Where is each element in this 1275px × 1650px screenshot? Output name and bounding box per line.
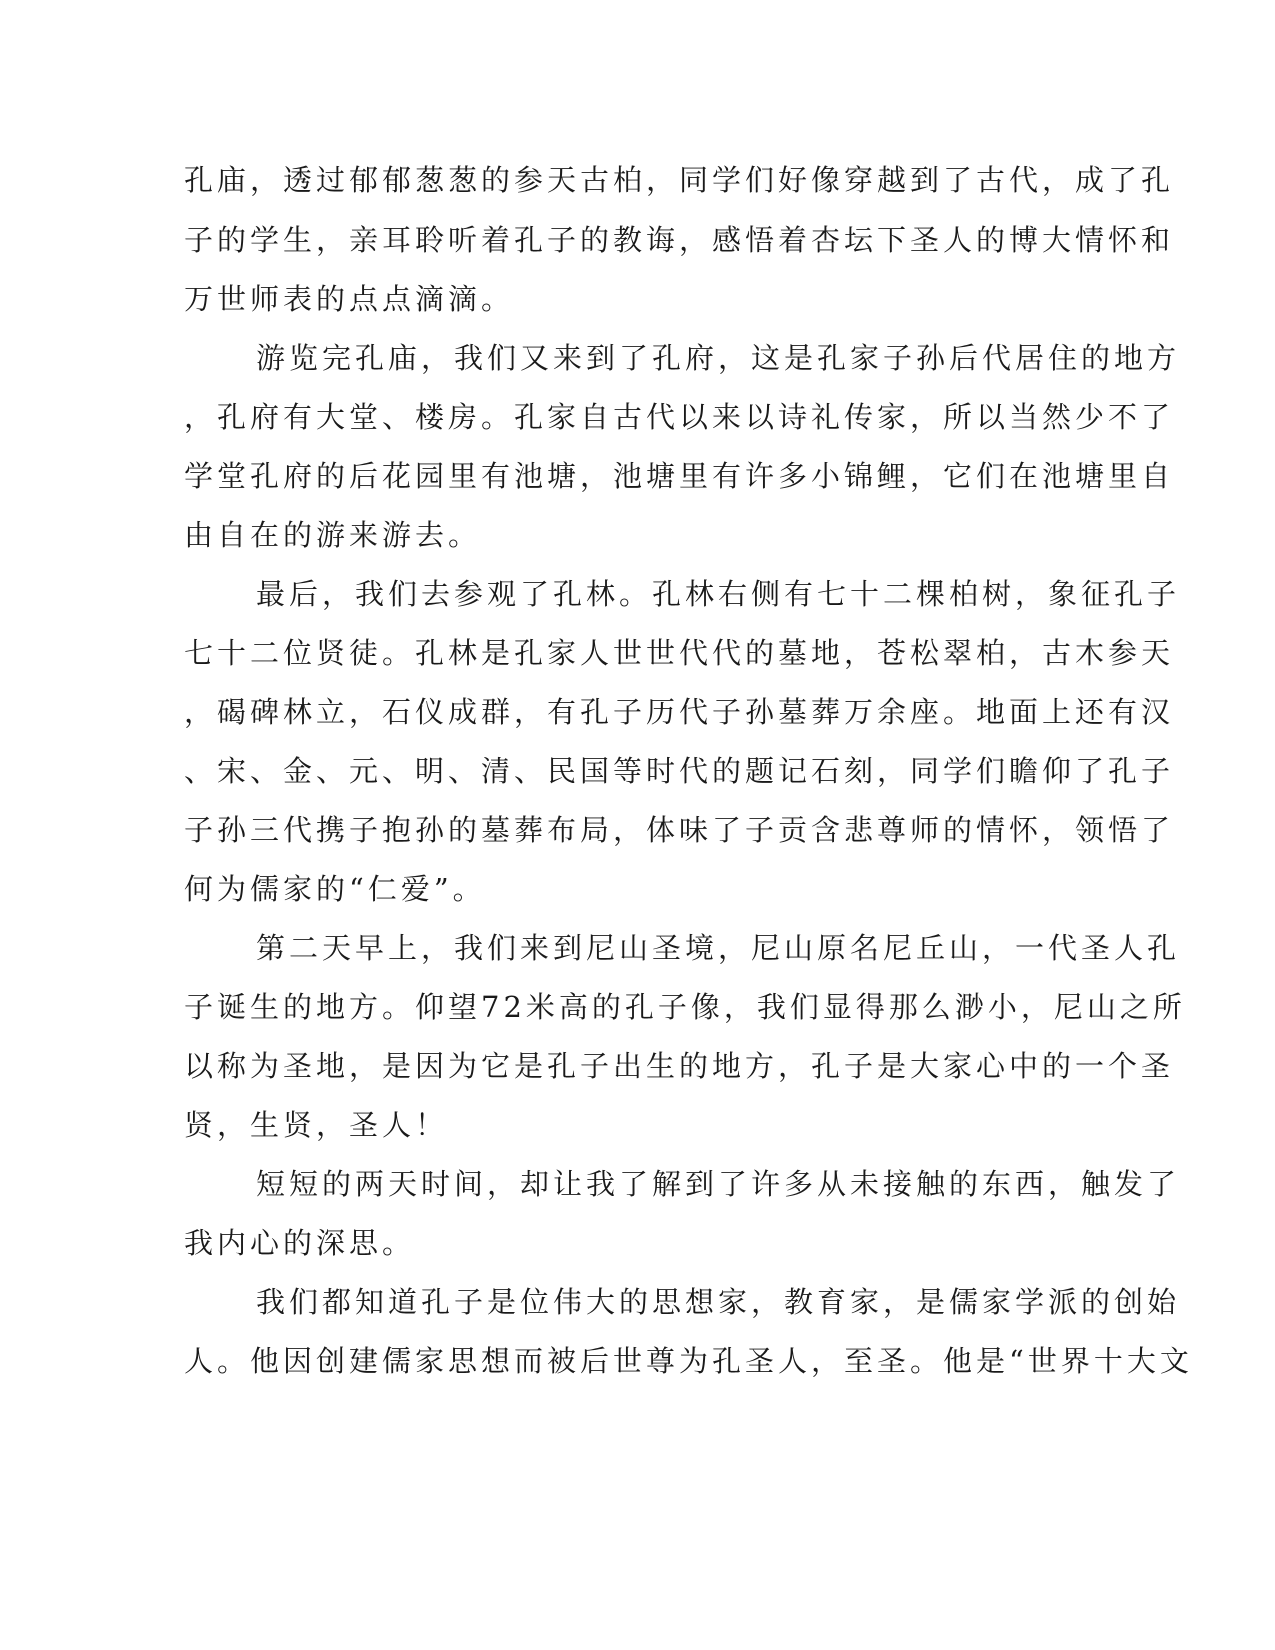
text-line: ，碣碑林立，石仪成群，有孔子历代子孙墓葬万余座。地面上还有汉 [184,695,1175,729]
paragraph-first-line: 游览完孔庙，我们又来到了孔府，这是孔家子孙后代居住的地方 [256,341,1181,375]
text-line: 子诞生的地方。仰望72米高的孔子像，我们显得那么渺小，尼山之所 [184,990,1186,1024]
text-line: ，孔府有大堂、楼房。孔家自古代以来以诗礼传家，所以当然少不了 [184,400,1175,434]
text-line: 万世师表的点点滴滴。 [184,282,515,316]
text-line: 我内心的深思。 [184,1226,416,1260]
text-line: 子的学生，亲耳聆听着孔子的教诲，感悟着杏坛下圣人的博大情怀和 [184,223,1175,257]
text-line: 贤，生贤，圣人！ [184,1108,449,1142]
paragraph-first-line: 我们都知道孔子是位伟大的思想家，教育家，是儒家学派的创始 [256,1285,1181,1319]
text-line: 七十二位贤徒。孔林是孔家人世世代代的墓地，苍松翠柏，古木参天 [184,636,1175,670]
paragraph-first-line: 最后，我们去参观了孔林。孔林右侧有七十二棵柏树，象征孔子 [256,577,1181,611]
text-line: 、宋、金、元、明、清、民国等时代的题记石刻，同学们瞻仰了孔子 [184,754,1175,788]
text-line: 以称为圣地，是因为它是孔子出生的地方，孔子是大家心中的一个圣 [184,1049,1175,1083]
text-line: 子孙三代携子抱孙的墓葬布局，体味了子贡含悲尊师的情怀，领悟了 [184,813,1175,847]
text-line: 何为儒家的“仁爱”。 [184,872,486,906]
text-line: 人。他因创建儒家思想而被后世尊为孔圣人，至圣。他是“世界十大文 [184,1344,1193,1378]
paragraph-first-line: 第二天早上，我们来到尼山圣境，尼山原名尼丘山，一代圣人孔 [256,931,1181,965]
paragraph-first-line: 短短的两天时间，却让我了解到了许多从未接触的东西，触发了 [256,1167,1181,1201]
text-line: 由自在的游来游去。 [184,518,482,552]
text-line: 孔庙，透过郁郁葱葱的参天古柏，同学们好像穿越到了古代，成了孔 [184,163,1175,197]
text-line: 学堂孔府的后花园里有池塘，池塘里有许多小锦鲤，它们在池塘里自 [184,459,1175,493]
